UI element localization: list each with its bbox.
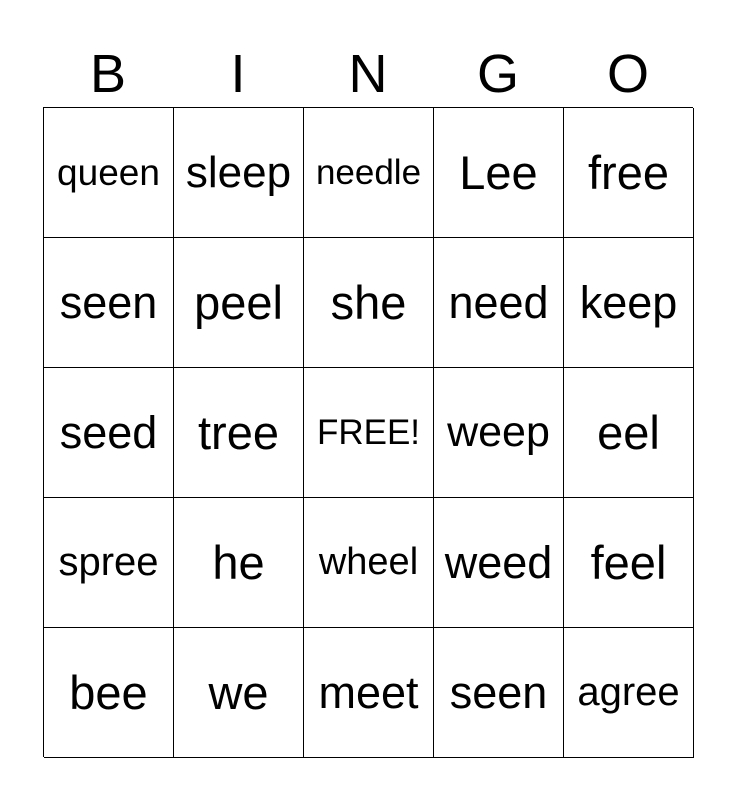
cell-word: seen — [449, 666, 548, 718]
bingo-cell[interactable] — [434, 368, 564, 498]
header-letter-o: O — [606, 44, 649, 104]
cell-word: we — [208, 666, 269, 719]
bingo-cell[interactable] — [44, 498, 174, 628]
bingo-cell[interactable] — [434, 108, 564, 238]
bingo-cell[interactable] — [564, 108, 694, 238]
bingo-cell[interactable] — [174, 108, 304, 238]
header-letter-g: G — [476, 44, 519, 104]
bingo-cell[interactable] — [174, 498, 304, 628]
bingo-cell[interactable] — [174, 368, 304, 498]
free-space-label: FREE! — [316, 412, 421, 452]
cell-word: wheel — [318, 541, 419, 583]
bingo-cell[interactable] — [44, 238, 174, 368]
bingo-cell[interactable] — [304, 628, 434, 758]
bingo-cell[interactable] — [304, 238, 434, 368]
bingo-cell[interactable] — [564, 628, 694, 758]
bingo-cell[interactable] — [564, 238, 694, 368]
cell-word: peel — [194, 276, 283, 329]
header-letter-b: B — [89, 44, 127, 104]
bingo-cell[interactable] — [44, 108, 174, 238]
cell-word: seen — [59, 276, 158, 328]
cell-word: she — [330, 276, 407, 329]
bingo-cell[interactable] — [434, 628, 564, 758]
bingo-cell[interactable] — [564, 498, 694, 628]
cell-word: eel — [597, 406, 660, 459]
cell-word: tree — [198, 406, 279, 459]
bingo-cell[interactable] — [44, 628, 174, 758]
bingo-cell[interactable] — [174, 238, 304, 368]
cell-word: Lee — [459, 146, 538, 199]
free-space-cell[interactable] — [304, 368, 434, 498]
cell-word: seed — [59, 406, 158, 458]
cell-word: need — [448, 276, 549, 328]
bingo-cell[interactable] — [434, 498, 564, 628]
bingo-board — [43, 107, 693, 757]
bingo-header — [43, 40, 693, 108]
header-letter-n: N — [348, 44, 388, 104]
cell-word: meet — [318, 666, 419, 718]
cell-word: needle — [315, 152, 422, 192]
cell-word: weed — [444, 536, 553, 588]
bingo-cell[interactable] — [434, 238, 564, 368]
bingo-cell[interactable] — [174, 628, 304, 758]
bingo-cell[interactable] — [304, 498, 434, 628]
cell-word: queen — [57, 151, 160, 193]
bingo-cell[interactable] — [304, 108, 434, 238]
cell-word: spree — [58, 540, 159, 584]
cell-word: sleep — [185, 147, 292, 197]
cell-word: agree — [577, 670, 680, 714]
cell-word: feel — [590, 536, 667, 589]
bingo-cell[interactable] — [564, 368, 694, 498]
cell-word: bee — [69, 666, 148, 719]
cell-word: free — [588, 146, 669, 199]
bingo-cell[interactable] — [44, 368, 174, 498]
cell-word: weep — [447, 408, 550, 456]
cell-word: he — [212, 536, 265, 589]
cell-word: keep — [579, 276, 678, 328]
header-letter-i: I — [230, 44, 246, 104]
